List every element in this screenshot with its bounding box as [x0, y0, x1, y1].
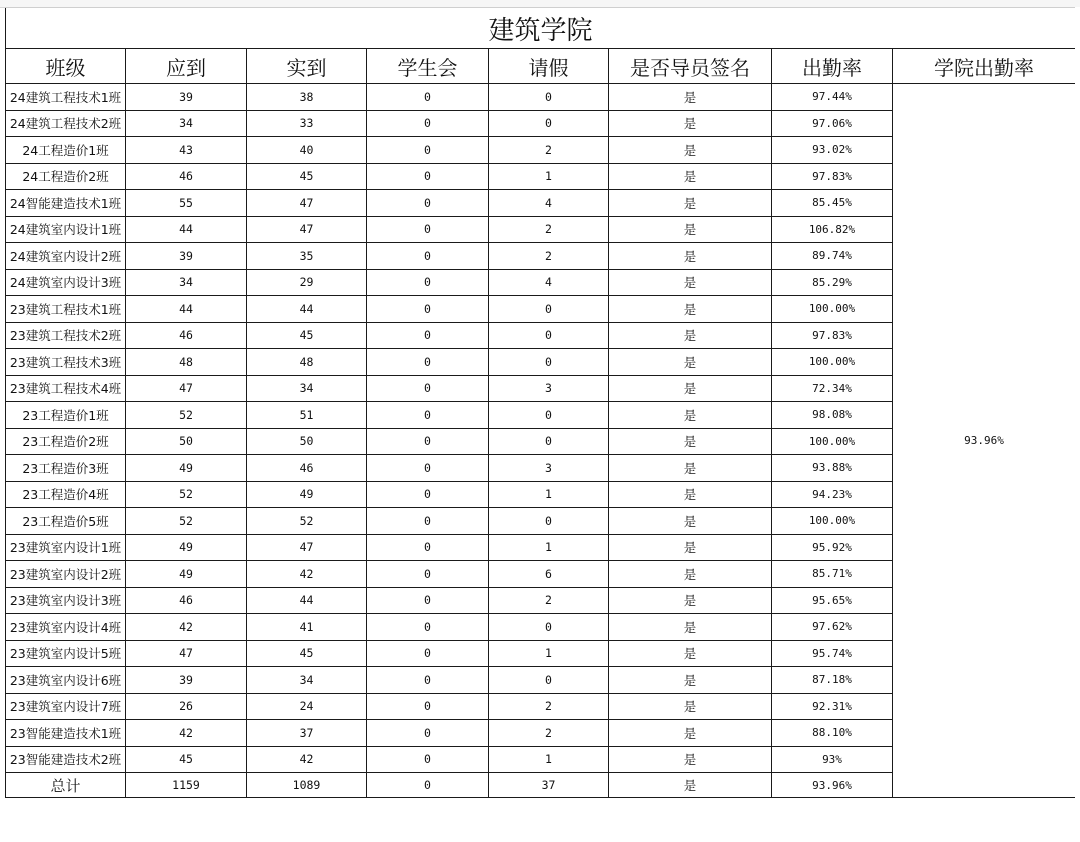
class-cell[interactable]: 23建筑室内设计6班 [6, 667, 126, 694]
leave-cell[interactable]: 0 [489, 296, 609, 323]
due-cell[interactable]: 49 [126, 455, 247, 482]
total-present-cell[interactable]: 1089 [247, 773, 367, 798]
union-cell[interactable]: 0 [367, 163, 489, 190]
union-cell[interactable]: 0 [367, 481, 489, 508]
leave-cell[interactable]: 0 [489, 428, 609, 455]
college-rate-cell[interactable]: 93.96% [893, 84, 1076, 798]
class-cell[interactable]: 24智能建造技术1班 [6, 190, 126, 217]
union-cell[interactable]: 0 [367, 243, 489, 270]
due-cell[interactable]: 44 [126, 216, 247, 243]
present-cell[interactable]: 50 [247, 428, 367, 455]
present-cell[interactable]: 47 [247, 534, 367, 561]
leave-cell[interactable]: 0 [489, 667, 609, 694]
union-cell[interactable]: 0 [367, 84, 489, 111]
rate-cell[interactable]: 93% [772, 746, 893, 773]
union-cell[interactable]: 0 [367, 375, 489, 402]
class-cell[interactable]: 24建筑室内设计3班 [6, 269, 126, 296]
rate-cell[interactable]: 97.62% [772, 614, 893, 641]
class-cell[interactable]: 23建筑工程技术1班 [6, 296, 126, 323]
leave-cell[interactable]: 0 [489, 508, 609, 535]
class-cell[interactable]: 24建筑工程技术1班 [6, 84, 126, 111]
due-cell[interactable]: 48 [126, 349, 247, 376]
leave-cell[interactable]: 2 [489, 243, 609, 270]
leave-cell[interactable]: 1 [489, 481, 609, 508]
union-cell[interactable]: 0 [367, 508, 489, 535]
header-present[interactable]: 实到 [247, 49, 367, 84]
present-cell[interactable]: 42 [247, 746, 367, 773]
class-cell[interactable]: 23建筑室内设计5班 [6, 640, 126, 667]
leave-cell[interactable]: 1 [489, 746, 609, 773]
class-cell[interactable]: 23智能建造技术1班 [6, 720, 126, 747]
union-cell[interactable]: 0 [367, 640, 489, 667]
leave-cell[interactable]: 4 [489, 190, 609, 217]
leave-cell[interactable]: 2 [489, 720, 609, 747]
present-cell[interactable]: 48 [247, 349, 367, 376]
rate-cell[interactable]: 92.31% [772, 693, 893, 720]
total-rate-cell[interactable]: 93.96% [772, 773, 893, 798]
signed-cell[interactable]: 是 [609, 163, 772, 190]
rate-cell[interactable]: 100.00% [772, 508, 893, 535]
leave-cell[interactable]: 0 [489, 402, 609, 429]
union-cell[interactable]: 0 [367, 720, 489, 747]
signed-cell[interactable]: 是 [609, 534, 772, 561]
leave-cell[interactable]: 0 [489, 349, 609, 376]
present-cell[interactable]: 37 [247, 720, 367, 747]
due-cell[interactable]: 49 [126, 561, 247, 588]
class-cell[interactable]: 23工程造价2班 [6, 428, 126, 455]
present-cell[interactable]: 45 [247, 640, 367, 667]
signed-cell[interactable]: 是 [609, 428, 772, 455]
header-college-rate[interactable]: 学院出勤率 [893, 49, 1076, 84]
union-cell[interactable]: 0 [367, 693, 489, 720]
union-cell[interactable]: 0 [367, 137, 489, 164]
rate-cell[interactable]: 97.83% [772, 322, 893, 349]
leave-cell[interactable]: 1 [489, 163, 609, 190]
due-cell[interactable]: 42 [126, 614, 247, 641]
class-cell[interactable]: 23工程造价5班 [6, 508, 126, 535]
rate-cell[interactable]: 97.44% [772, 84, 893, 111]
header-student-union[interactable]: 学生会 [367, 49, 489, 84]
present-cell[interactable]: 47 [247, 216, 367, 243]
due-cell[interactable]: 39 [126, 667, 247, 694]
due-cell[interactable]: 46 [126, 322, 247, 349]
class-cell[interactable]: 23智能建造技术2班 [6, 746, 126, 773]
signed-cell[interactable]: 是 [609, 84, 772, 111]
present-cell[interactable]: 45 [247, 322, 367, 349]
present-cell[interactable]: 24 [247, 693, 367, 720]
due-cell[interactable]: 43 [126, 137, 247, 164]
leave-cell[interactable]: 0 [489, 614, 609, 641]
total-class-cell[interactable]: 总计 [6, 773, 126, 798]
due-cell[interactable]: 26 [126, 693, 247, 720]
leave-cell[interactable]: 2 [489, 693, 609, 720]
class-cell[interactable]: 23建筑室内设计1班 [6, 534, 126, 561]
signed-cell[interactable]: 是 [609, 243, 772, 270]
due-cell[interactable]: 39 [126, 84, 247, 111]
signed-cell[interactable]: 是 [609, 481, 772, 508]
due-cell[interactable]: 34 [126, 269, 247, 296]
signed-cell[interactable]: 是 [609, 508, 772, 535]
union-cell[interactable]: 0 [367, 349, 489, 376]
union-cell[interactable]: 0 [367, 269, 489, 296]
class-cell[interactable]: 23建筑工程技术2班 [6, 322, 126, 349]
due-cell[interactable]: 55 [126, 190, 247, 217]
present-cell[interactable]: 40 [247, 137, 367, 164]
present-cell[interactable]: 47 [247, 190, 367, 217]
table-row [6, 84, 1076, 111]
class-cell[interactable]: 24建筑室内设计2班 [6, 243, 126, 270]
union-cell[interactable]: 0 [367, 667, 489, 694]
class-cell[interactable]: 24建筑室内设计1班 [6, 216, 126, 243]
union-cell[interactable]: 0 [367, 455, 489, 482]
total-signed-cell[interactable]: 是 [609, 773, 772, 798]
class-cell[interactable]: 23工程造价1班 [6, 402, 126, 429]
union-cell[interactable]: 0 [367, 534, 489, 561]
leave-cell[interactable]: 0 [489, 110, 609, 137]
union-cell[interactable]: 0 [367, 561, 489, 588]
class-cell[interactable]: 23建筑室内设计4班 [6, 614, 126, 641]
header-due[interactable]: 应到 [126, 49, 247, 84]
total-due-cell[interactable]: 1159 [126, 773, 247, 798]
signed-cell[interactable]: 是 [609, 693, 772, 720]
rate-cell[interactable]: 95.92% [772, 534, 893, 561]
union-cell[interactable]: 0 [367, 614, 489, 641]
due-cell[interactable]: 52 [126, 402, 247, 429]
sheet-title[interactable]: 建筑学院 [6, 8, 1076, 49]
due-cell[interactable]: 52 [126, 481, 247, 508]
due-cell[interactable]: 47 [126, 640, 247, 667]
union-cell[interactable]: 0 [367, 746, 489, 773]
due-cell[interactable]: 52 [126, 508, 247, 535]
rate-cell[interactable]: 95.74% [772, 640, 893, 667]
rate-cell[interactable]: 94.23% [772, 481, 893, 508]
present-cell[interactable]: 49 [247, 481, 367, 508]
due-cell[interactable]: 39 [126, 243, 247, 270]
present-cell[interactable]: 44 [247, 296, 367, 323]
union-cell[interactable]: 0 [367, 587, 489, 614]
union-cell[interactable]: 0 [367, 110, 489, 137]
leave-cell[interactable]: 2 [489, 216, 609, 243]
signed-cell[interactable]: 是 [609, 587, 772, 614]
signed-cell[interactable]: 是 [609, 269, 772, 296]
signed-cell[interactable]: 是 [609, 375, 772, 402]
signed-cell[interactable]: 是 [609, 561, 772, 588]
signed-cell[interactable]: 是 [609, 110, 772, 137]
class-cell[interactable]: 24工程造价1班 [6, 137, 126, 164]
leave-cell[interactable]: 2 [489, 587, 609, 614]
signed-cell[interactable]: 是 [609, 746, 772, 773]
rate-cell[interactable]: 97.06% [772, 110, 893, 137]
present-cell[interactable]: 44 [247, 587, 367, 614]
total-union-cell[interactable]: 0 [367, 773, 489, 798]
signed-cell[interactable]: 是 [609, 720, 772, 747]
signed-cell[interactable]: 是 [609, 216, 772, 243]
class-cell[interactable]: 23工程造价3班 [6, 455, 126, 482]
due-cell[interactable]: 49 [126, 534, 247, 561]
rate-cell[interactable]: 93.02% [772, 137, 893, 164]
class-cell[interactable]: 23建筑工程技术4班 [6, 375, 126, 402]
leave-cell[interactable]: 3 [489, 455, 609, 482]
present-cell[interactable]: 33 [247, 110, 367, 137]
total-leave-cell[interactable]: 37 [489, 773, 609, 798]
union-cell[interactable]: 0 [367, 296, 489, 323]
signed-cell[interactable]: 是 [609, 190, 772, 217]
leave-cell[interactable]: 4 [489, 269, 609, 296]
rate-cell[interactable]: 88.10% [772, 720, 893, 747]
rate-cell[interactable]: 89.74% [772, 243, 893, 270]
header-attendance-rate[interactable]: 出勤率 [772, 49, 893, 84]
present-cell[interactable]: 34 [247, 375, 367, 402]
signed-cell[interactable]: 是 [609, 322, 772, 349]
leave-cell[interactable]: 2 [489, 137, 609, 164]
present-cell[interactable]: 29 [247, 269, 367, 296]
present-cell[interactable]: 41 [247, 614, 367, 641]
rate-cell[interactable]: 98.08% [772, 402, 893, 429]
present-cell[interactable]: 45 [247, 163, 367, 190]
class-cell[interactable]: 23工程造价4班 [6, 481, 126, 508]
rate-cell[interactable]: 87.18% [772, 667, 893, 694]
present-cell[interactable]: 35 [247, 243, 367, 270]
present-cell[interactable]: 52 [247, 508, 367, 535]
signed-cell[interactable]: 是 [609, 614, 772, 641]
leave-cell[interactable]: 0 [489, 84, 609, 111]
leave-cell[interactable]: 0 [489, 322, 609, 349]
due-cell[interactable]: 44 [126, 296, 247, 323]
attendance-table [5, 7, 1076, 798]
header-leave[interactable]: 请假 [489, 49, 609, 84]
leave-cell[interactable]: 1 [489, 534, 609, 561]
rate-cell[interactable]: 100.00% [772, 296, 893, 323]
union-cell[interactable]: 0 [367, 216, 489, 243]
class-cell[interactable]: 24建筑工程技术2班 [6, 110, 126, 137]
class-cell[interactable]: 24工程造价2班 [6, 163, 126, 190]
rate-cell[interactable]: 100.00% [772, 349, 893, 376]
present-cell[interactable]: 38 [247, 84, 367, 111]
union-cell[interactable]: 0 [367, 190, 489, 217]
signed-cell[interactable]: 是 [609, 455, 772, 482]
signed-cell[interactable]: 是 [609, 667, 772, 694]
leave-cell[interactable]: 6 [489, 561, 609, 588]
class-cell[interactable]: 23建筑室内设计3班 [6, 587, 126, 614]
signed-cell[interactable]: 是 [609, 137, 772, 164]
rate-cell[interactable]: 106.82% [772, 216, 893, 243]
rate-cell[interactable]: 85.71% [772, 561, 893, 588]
rate-cell[interactable]: 97.83% [772, 163, 893, 190]
sheet-margin [1075, 7, 1080, 842]
due-cell[interactable]: 34 [126, 110, 247, 137]
leave-cell[interactable]: 1 [489, 640, 609, 667]
class-cell[interactable]: 23建筑工程技术3班 [6, 349, 126, 376]
union-cell[interactable]: 0 [367, 428, 489, 455]
present-cell[interactable]: 46 [247, 455, 367, 482]
rate-cell[interactable]: 95.65% [772, 587, 893, 614]
union-cell[interactable]: 0 [367, 402, 489, 429]
present-cell[interactable]: 42 [247, 561, 367, 588]
due-cell[interactable]: 45 [126, 746, 247, 773]
rate-cell[interactable]: 72.34% [772, 375, 893, 402]
due-cell[interactable]: 50 [126, 428, 247, 455]
class-cell[interactable]: 23建筑室内设计7班 [6, 693, 126, 720]
rate-cell[interactable]: 85.29% [772, 269, 893, 296]
header-class[interactable]: 班级 [6, 49, 126, 84]
rate-cell[interactable]: 93.88% [772, 455, 893, 482]
union-cell[interactable]: 0 [367, 322, 489, 349]
leave-cell[interactable]: 3 [489, 375, 609, 402]
header-counselor-signed[interactable]: 是否导员签名 [609, 49, 772, 84]
due-cell[interactable]: 46 [126, 163, 247, 190]
rate-cell[interactable]: 85.45% [772, 190, 893, 217]
present-cell[interactable]: 51 [247, 402, 367, 429]
rate-cell[interactable]: 100.00% [772, 428, 893, 455]
signed-cell[interactable]: 是 [609, 296, 772, 323]
signed-cell[interactable]: 是 [609, 349, 772, 376]
signed-cell[interactable]: 是 [609, 640, 772, 667]
due-cell[interactable]: 46 [126, 587, 247, 614]
due-cell[interactable]: 47 [126, 375, 247, 402]
due-cell[interactable]: 42 [126, 720, 247, 747]
class-cell[interactable]: 23建筑室内设计2班 [6, 561, 126, 588]
present-cell[interactable]: 34 [247, 667, 367, 694]
signed-cell[interactable]: 是 [609, 402, 772, 429]
